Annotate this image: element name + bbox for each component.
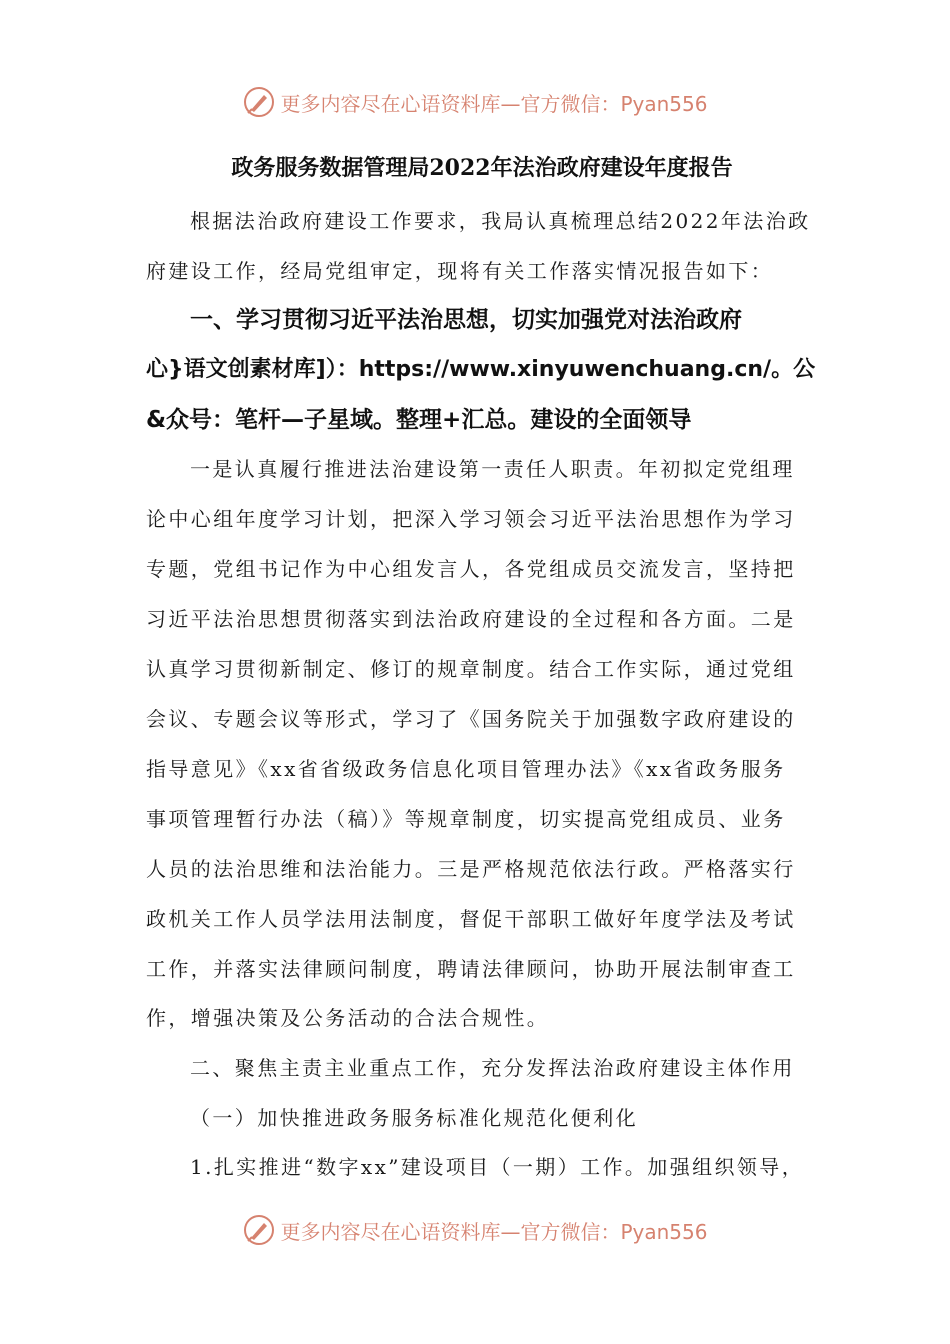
subsection-heading: （一）加快推进政务服务标准化规范化便利化 bbox=[190, 1106, 638, 1130]
section-heading-line: &众号：笔杆—子星域。整理+汇总。建设的全面领导 bbox=[146, 407, 692, 433]
paragraph-line: 事项管理暂行办法（稿）》等规章制度，切实提高党组成员、业务 bbox=[146, 807, 786, 831]
paragraph-line: 专题，党组书记作为中心组发言人，各党组成员交流发言，坚持把 bbox=[146, 557, 796, 581]
section-heading-line: 心}语文创素材库]）：https://www.xinyuwenchuang.cn/。公 bbox=[146, 357, 816, 382]
paragraph-line: 1.扎实推进“数字xx”建设项目（一期）工作。加强组织领导， bbox=[190, 1155, 805, 1179]
subsection-heading: 二、聚焦主责主业重点工作，充分发挥法治政府建设主体作用 bbox=[190, 1056, 795, 1080]
paragraph-line: 论中心组年度学习计划，把深入学习领会习近平法治思想作为学习 bbox=[146, 507, 796, 531]
paragraph-line: 认真学习贯彻新制定、修订的规章制度。结合工作实际，通过党组 bbox=[146, 657, 796, 681]
paragraph-line: 根据法治政府建设工作要求，我局认真梳理总结2022年法治政 bbox=[190, 209, 811, 233]
watermark-text: 更多内容尽在心语资料库—官方微信：Pyan556 bbox=[280, 1219, 708, 1244]
paragraph-line: 作，增强决策及公务活动的合法合规性。 bbox=[146, 1006, 550, 1030]
watermark-banner-top bbox=[0, 82, 950, 122]
paragraph-line: 一是认真履行推进法治建设第一责任人职责。年初拟定党组理 bbox=[190, 457, 795, 481]
pen-nib-circle-icon bbox=[242, 85, 276, 119]
watermark-banner-bottom bbox=[0, 1210, 950, 1250]
document-title: 政务服务数据管理局2022年法治政府建设年度报告 bbox=[231, 155, 733, 181]
paragraph-line: 府建设工作，经局党组审定，现将有关工作落实情况报告如下： bbox=[146, 259, 774, 283]
paragraph-line: 政机关工作人员学法用法制度，督促干部职工做好年度学法及考试 bbox=[146, 907, 796, 931]
paragraph-line: 会议、专题会议等形式，学习了《国务院关于加强数字政府建设的 bbox=[146, 707, 796, 731]
paragraph-line: 指导意见》《xx省省级政务信息化项目管理办法》《xx省政务服务 bbox=[146, 757, 786, 781]
watermark-text: 更多内容尽在心语资料库—官方微信：Pyan556 bbox=[280, 91, 708, 116]
paragraph-line: 人员的法治思维和法治能力。三是严格规范依法行政。严格落实行 bbox=[146, 857, 796, 881]
pen-nib-circle-icon bbox=[242, 1213, 276, 1247]
paragraph-line: 工作，并落实法律顾问制度，聘请法律顾问，协助开展法制审查工 bbox=[146, 957, 796, 981]
section-heading-line: 一、学习贯彻习近平法治思想，切实加强党对法治政府 bbox=[190, 307, 742, 333]
paragraph-line: 习近平法治思想贯彻落实到法治政府建设的全过程和各方面。二是 bbox=[146, 607, 796, 631]
